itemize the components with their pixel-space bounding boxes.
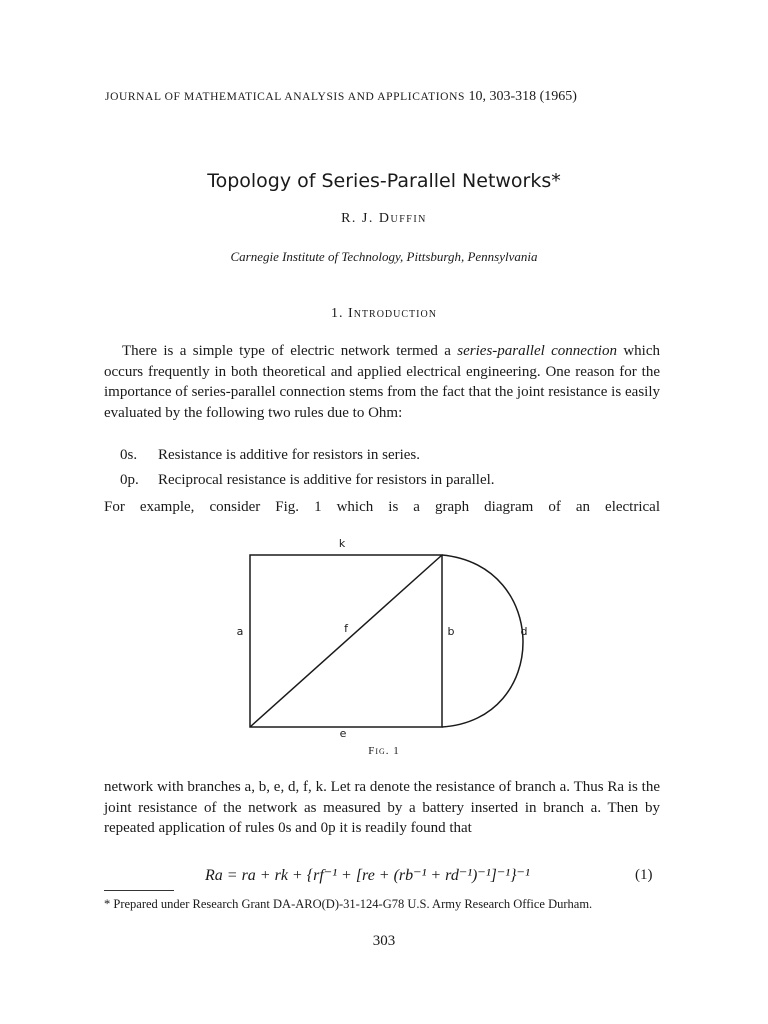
figure-caption: Fig. 1 xyxy=(368,745,400,757)
affiliation: Carnegie Institute of Technology, Pittsburgh, Pennsylvania xyxy=(230,249,538,264)
rule-series-label: 0s. xyxy=(120,447,138,463)
p1-rest: which occurs frequently in both theoretical and applied electrical engineering. One reason for the importance of series-parallel connection stems from the fact that the joint resistance is easily evaluated by the following two rules due to Ohm: xyxy=(104,343,660,421)
intro-paragraph-1 xyxy=(104,341,660,423)
label-k: k xyxy=(338,537,346,550)
section-heading xyxy=(0,306,768,322)
journal-header xyxy=(105,89,665,105)
page-number: 303 xyxy=(372,933,396,949)
rule-series xyxy=(120,445,676,465)
p1-term: series-parallel connection xyxy=(457,343,617,359)
branch-d-arc xyxy=(442,555,523,727)
label-e: e xyxy=(339,727,347,740)
p1-start: There is a simple type of electric network termed a xyxy=(122,343,458,359)
label-d: d xyxy=(520,625,528,638)
author-surname: Duffin xyxy=(378,211,427,226)
rule-parallel-label: 0p. xyxy=(120,472,139,488)
journal-citation: 10, 303-318 (1965) xyxy=(468,89,577,104)
rule-parallel-text: Reciprocal resistance is additive for resistors in parallel. xyxy=(158,472,495,488)
footnote: * Prepared under Research Grant DA-ARO(D)-31-124-G78 U.S. Army Research Office Durham. xyxy=(104,897,593,911)
label-f: f xyxy=(344,622,348,635)
rule-series-text: Resistance is additive for resistors in series. xyxy=(158,447,421,463)
intro-paragraph-2: For example, consider Fig. 1 which is a graph diagram of an electrical xyxy=(104,499,660,515)
author xyxy=(0,211,768,227)
branch-f-line xyxy=(250,555,442,727)
figure-1-diagram xyxy=(230,535,530,740)
equation-1: Ra = ra + rk + {rf⁻¹ + [re + (rb⁻¹ + rd⁻¹)⁻¹]⁻¹}⁻¹ xyxy=(205,867,530,884)
footnote-rule xyxy=(104,890,174,891)
label-b: b xyxy=(447,625,455,638)
rule-parallel xyxy=(120,470,676,490)
journal-name: JOURNAL OF MATHEMATICAL ANALYSIS AND APPLICATIONS xyxy=(105,91,465,103)
label-a: a xyxy=(236,625,244,638)
equation-number: (1) xyxy=(635,867,653,883)
author-initials: R. J. xyxy=(341,211,379,226)
paper-title: Topology of Series-Parallel Networks* xyxy=(207,170,561,192)
section-title: Introduction xyxy=(348,306,437,321)
intro-paragraph-3: network with branches a, b, e, d, f, k. Let ra denote the resistance of branch a. Thus Ra is the joint resistance of the network as measured by a battery inserted in branch a. Then by repeated application of rules 0s and 0p it is readily found that xyxy=(104,779,660,836)
section-number: 1. xyxy=(331,306,344,321)
